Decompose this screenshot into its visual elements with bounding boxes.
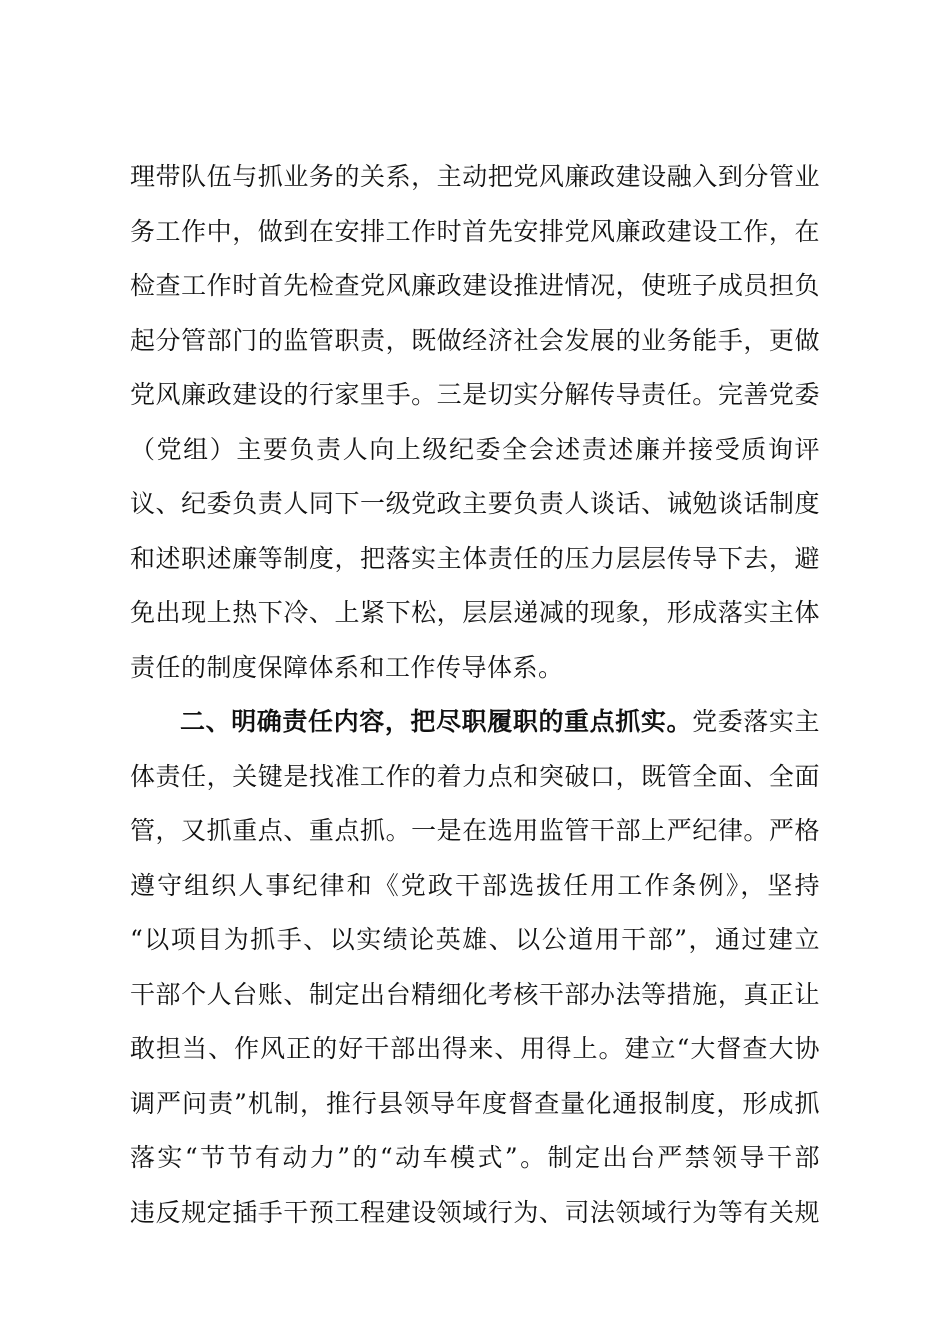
paragraph-line: “以项目为抓手、以实绩论英雄、以公道用干部”，通过建立 (130, 925, 820, 954)
paragraph-line: 理带队伍与抓业务的关系，主动把党风廉政建设融入到分管业 (130, 162, 820, 191)
paragraph-line: 议、纪委负责人同下一级党政主要负责人谈话、诫勉谈话制度 (130, 489, 820, 518)
paragraph-line: 敢担当、作风正的好干部出得来、用得上。建立“大督查大协 (130, 1034, 820, 1063)
section-heading: 二、明确责任内容，把尽职履职的重点抓实。 (180, 707, 693, 736)
paragraph-line: 党风廉政建设的行家里手。三是切实分解传导责任。完善党委 (130, 380, 820, 409)
paragraph-line: 责任的制度保障体系和工作传导体系。 (130, 652, 564, 682)
paragraph-line: 违反规定插手干预工程建设领域行为、司法领域行为等有关规 (130, 1197, 820, 1227)
paragraph-line: 调严问责”机制，推行县领导年度督查量化通报制度，形成抓 (130, 1088, 820, 1118)
paragraph-line: （党组）主要负责人向上级纪委全会述责述廉并接受质询评 (130, 434, 820, 464)
paragraph-line: 管，又抓重点、重点抓。一是在选用监管干部上严纪律。严格 (130, 816, 820, 845)
paragraph-line: 体责任，关键是找准工作的着力点和突破口，既管全面、全面 (130, 761, 820, 791)
paragraph-line: 和述职述廉等制度，把落实主体责任的压力层层传导下去，避 (130, 543, 820, 573)
paragraph-line: 落实“节节有动力”的“动车模式”。制定出台严禁领导干部 (130, 1143, 820, 1172)
paragraph-line: 干部个人台账、制定出台精细化考核干部办法等措施，真正让 (130, 979, 820, 1009)
section-heading-line (130, 695, 820, 750)
paragraph-line: 起分管部门的监管职责，既做经济社会发展的业务能手，更做 (130, 325, 820, 355)
paragraph-line: 免出现上热下冷、上紧下松，层层递减的现象，形成落实主体 (130, 598, 820, 627)
paragraph-line: 务工作中，做到在安排工作时首先安排党风廉政建设工作，在 (130, 216, 820, 246)
heading-line-rest: 党委落实主 (692, 707, 820, 736)
paragraph-line: 检查工作时首先检查党风廉政建设推进情况，使班子成员担负 (130, 271, 820, 300)
paragraph-line: 遵守组织人事纪律和《党政干部选拔任用工作条例》，坚持 (130, 870, 820, 900)
document-body (130, 150, 820, 1240)
